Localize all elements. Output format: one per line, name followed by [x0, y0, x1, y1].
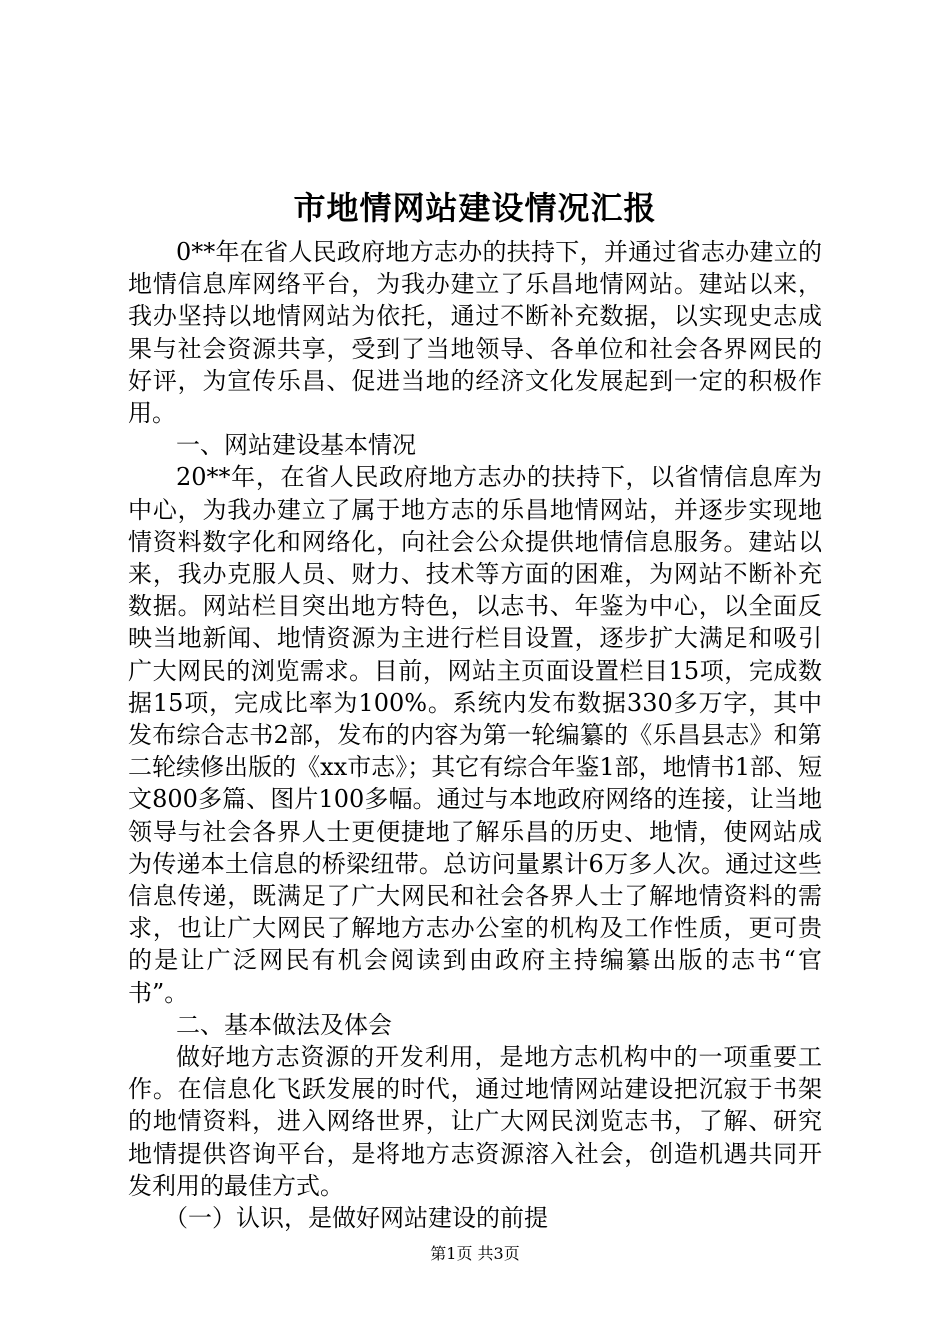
section-1-paragraph: 20**年，在省人民政府地方志办的扶持下，以省情信息库为中心，为我办建立了属于地方志的乐昌地情网站，并逐步实现地情资料数字化和网络化，向社会公众提供地情信息服务。建站以来，我办克服人员、财力、技术等方面的困难，为网站不断补充数据。网站栏目突出地方特色，以志书、年鉴为中心，以全面反映当地新闻、地情资源为主进行栏目设置，逐步扩大满足和吸引广大网民的浏览需求。目前，网站主页面设置栏目15项，完成数据15项，完成比率为100%。系统内发布数据330多万字，其中发布综合志书2部，发布的内容为第一轮编纂的《乐昌县志》和第二轮续修出版的《xx市志》；其它有综合年鉴1部，地情书1部、短文800多篇、图片100多幅。通过与本地政府网络的连接，让当地领导与社会各界人士更便捷地了解乐昌的历史、地情，使网站成为传递本土信息的桥梁纽带。总访问量累计6万多人次。通过这些信息传递，既满足了广大网民和社会各界人士了解地情资料的需求，也让广大网民了解地方志办公室的机构及工作性质，更可贵的是让广泛网民有机会阅读到由政府主持编纂出版的志书“官书”。	[128, 463, 822, 1007]
section-2-paragraph: 做好地方志资源的开发利用，是地方志机构中的一项重要工作。在信息化飞跃发展的时代，通过地情网站建设把沉寂于书架的地情资料，进入网络世界，让广大网民浏览志书，了解、研究地情提供咨询平台，是将地方志资源溶入社会，创造机遇共同开发利用的最佳方式。	[128, 1043, 822, 1200]
document-title: 市地情网站建设情况汇报	[293, 189, 657, 227]
document-body	[128, 236, 822, 1234]
section-heading-2: 二、基本做法及体会	[176, 1010, 392, 1039]
section-heading-1: 一、网站建设基本情况	[176, 431, 416, 460]
subsection-heading-1: （一）认识，是做好网站建设的前提	[164, 1204, 548, 1233]
page-footer: 第1页 共3页	[430, 1244, 520, 1263]
intro-paragraph: 0**年在省人民政府地方志办的扶持下，并通过省志办建立的地情信息库网络平台，为我办建立了乐昌地情网站。建站以来，我办坚持以地情网站为依托，通过不断补充数据，以实现史志成果与社会资源共享，受到了当地领导、各单位和社会各界网民的好评，为宣传乐昌、促进当地的经济文化发展起到一定的积极作用。	[128, 238, 822, 428]
